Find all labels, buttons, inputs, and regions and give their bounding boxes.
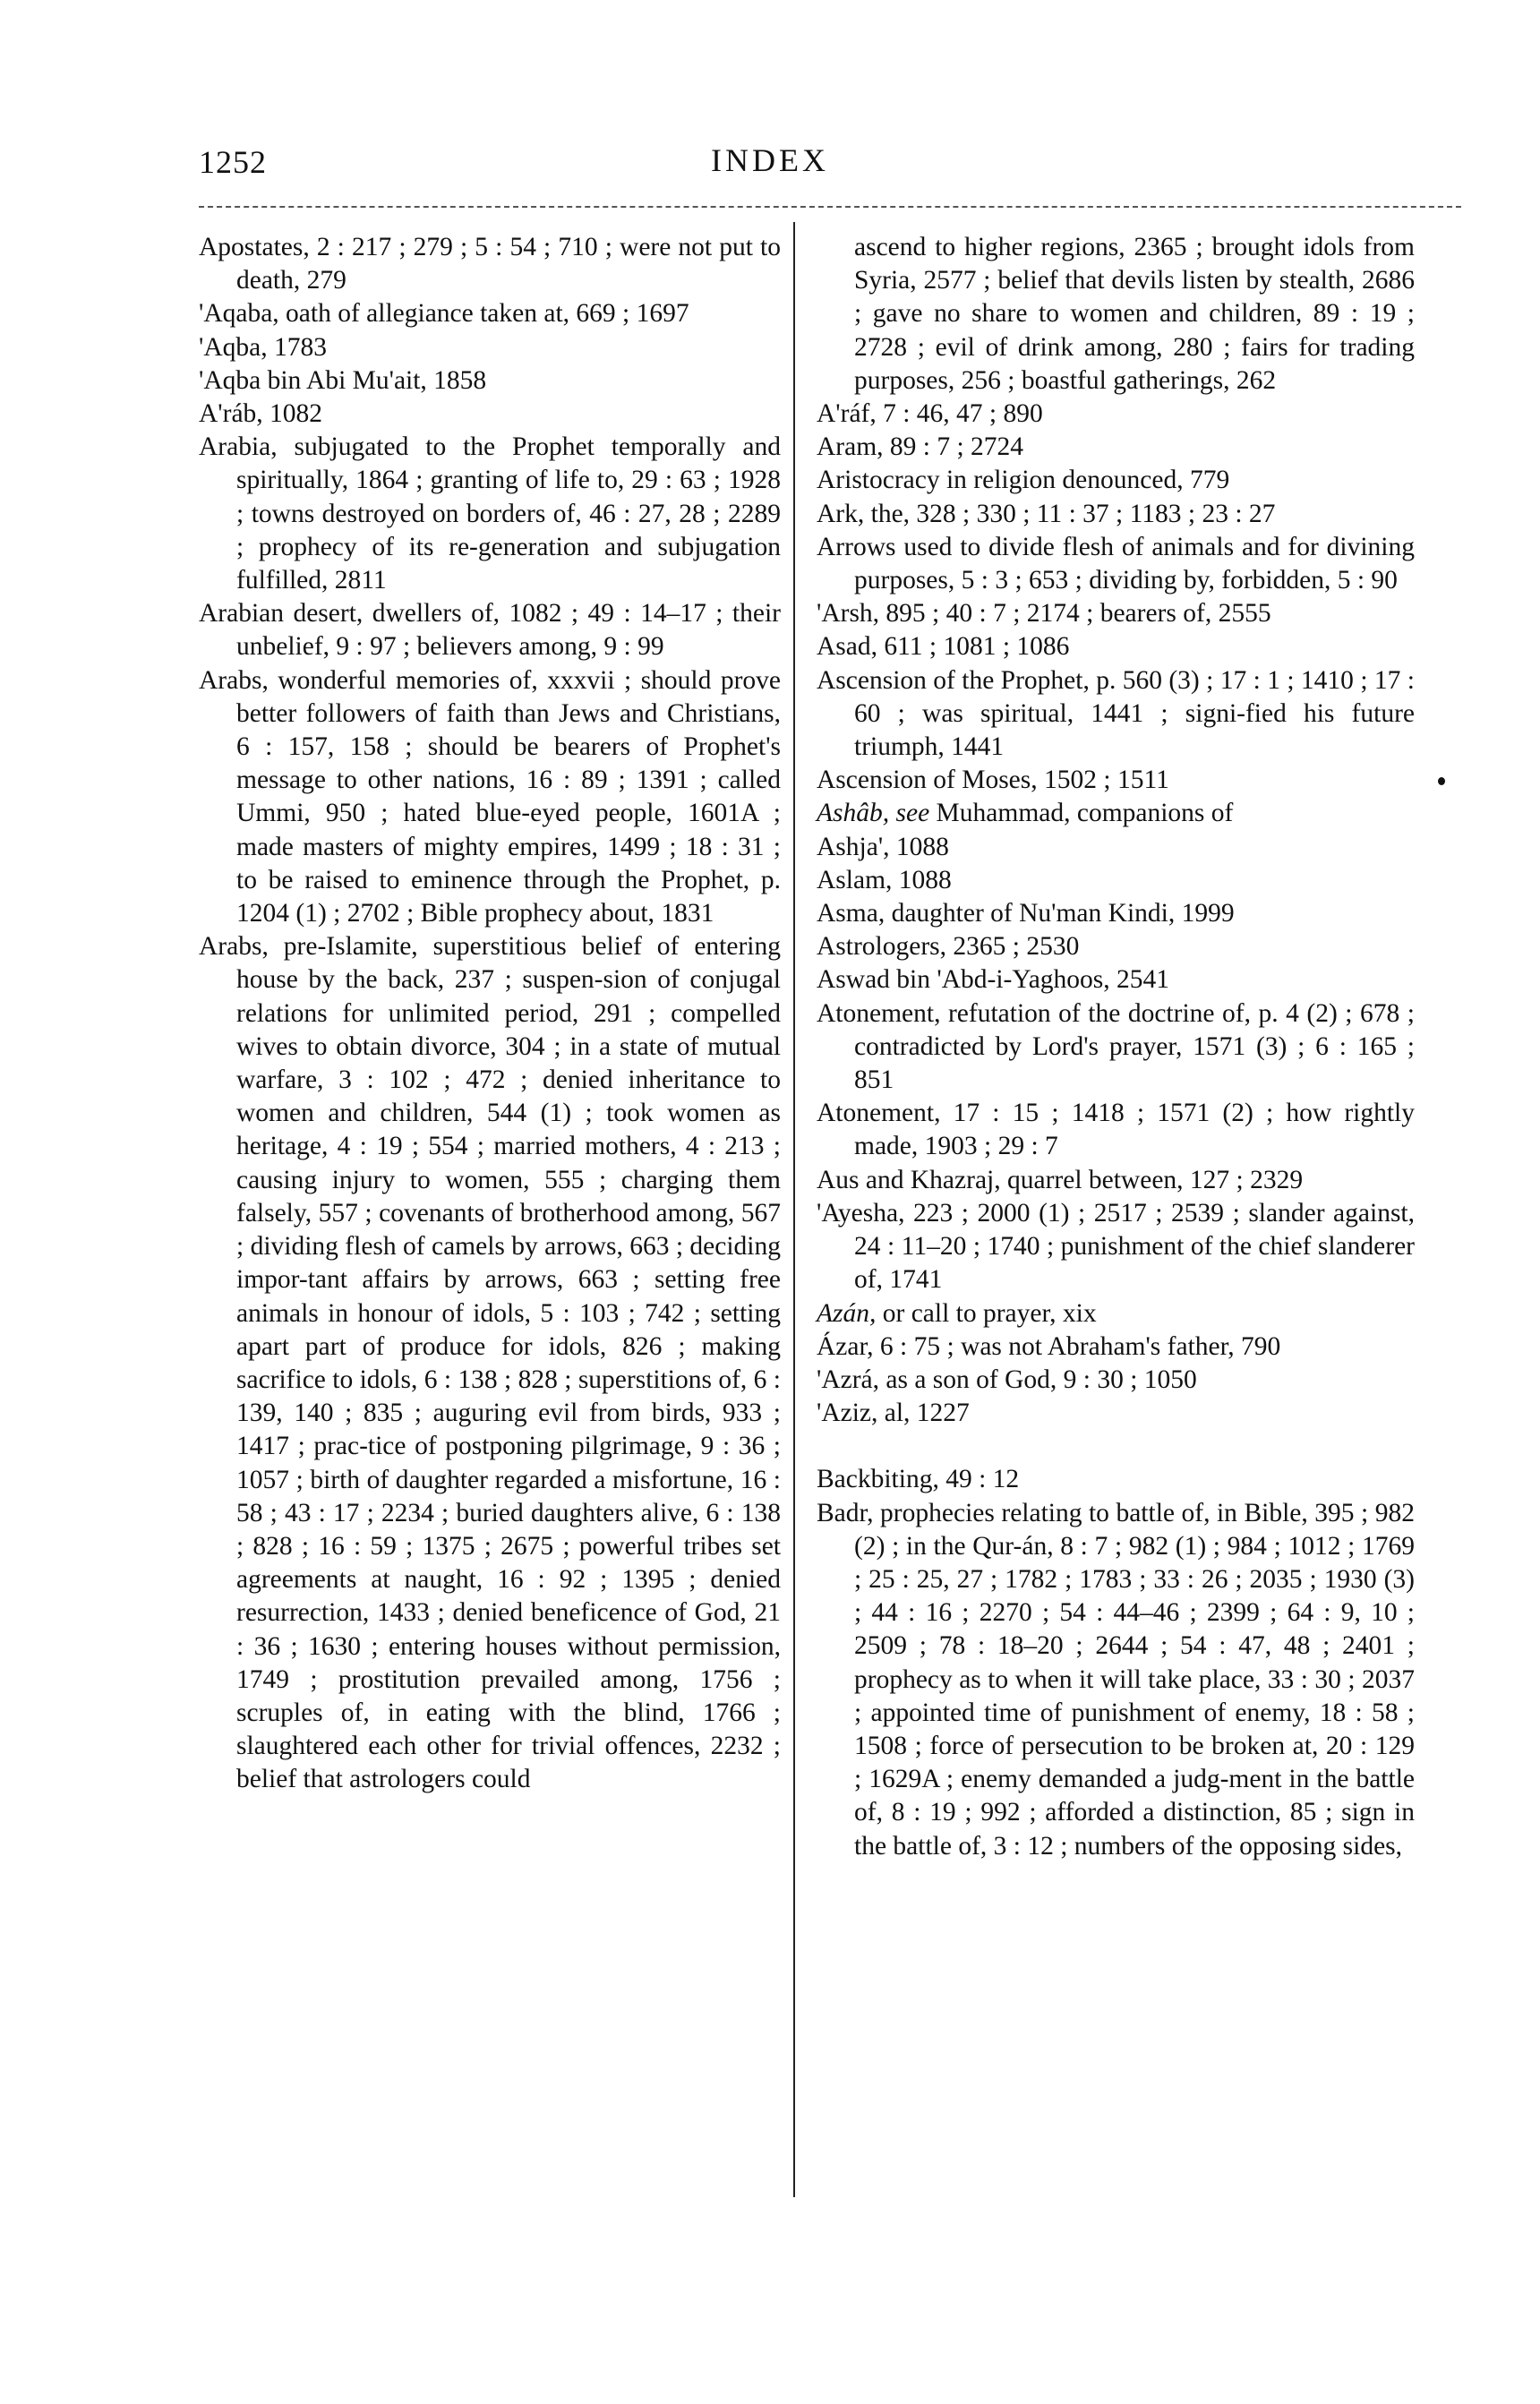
index-entry-ayesha: 'Ayesha, 223 ; 2000 (1) ; 2517 ; 2539 ; slander against, 24 : 11–20 ; 1740 ; punishment of the chief slanderer of, 1741 bbox=[817, 1198, 1415, 1295]
cross-reference-target: Muhammad, companions of bbox=[936, 799, 1234, 828]
index-entry-ark: Ark, the, 328 ; 330 ; 11 : 37 ; 1183 ; 23 : 27 bbox=[817, 499, 1276, 528]
index-entry-atonement-refutation: Atonement, refutation of the doctrine of, p. 4 (2) ; 678 ; contradicted by Lord's prayer, 1571 (3) ; 6 : 165 ; 851 bbox=[817, 998, 1415, 1095]
see-reference: see bbox=[895, 799, 930, 828]
index-entry-badr: Badr, prophecies relating to battle of, in Bible, 395 ; 982 (2) ; in the Qur-án, 8 : 7 ; 982 (1) ; 984 ; 1012 ; 1769 ; 25 : 25, 27 ; 1782 ; 1783 ; 33 : 26 ; 2035 ; 1930 (3) ; 44 : 16 ; 2270 ; 54 : 44–46 ; 2399 ; 64 : 9, 10 ; 2509 ; 78 : 18–20 ; 2644 ; 54 : 47, 48 ; 2401 ; prophecy as to when it will take place, 33 : 30 ; 2037 ; appointed time of punishment of enemy, 18 : 58 ; 1508 ; force of persecution to be broken at, 20 : 129 ; 1629A ; enemy demanded a judg-ment in the battle of, 8 : 19 ; 992 ; afforded a distinction, 85 ; sign in the battle of, 3 : 12 ; numbers of the opposing sides, bbox=[817, 1498, 1415, 1861]
index-column-left bbox=[199, 231, 781, 1797]
index-entry-azan bbox=[817, 1297, 1415, 1330]
index-entry-arabs-memories: Arabs, wonderful memories of, xxxvii ; should prove better followers of faith than Jews and Christians, 6 : 157, 158 ; should be bearers of Prophet's message to other nations, 16 : 89 ; 1391 ; called Ummi, 950 ; hated blue-eyed people, 1601A ; made masters of mighty empires, 1499 ; 18 : 31 ; to be raised to eminence through the Prophet, p. 1204 (1) ; 2702 ; Bible prophecy about, 1831 bbox=[199, 665, 781, 928]
index-entry-asad: Asad, 611 ; 1081 ; 1086 bbox=[817, 632, 1070, 662]
index-entry-ashja: Ashja', 1088 bbox=[817, 832, 949, 861]
index-entry-arabian-desert: Arabian desert, dwellers of, 1082 ; 49 : 14–17 ; their unbelief, 9 : 97 ; believers among, 9 : 99 bbox=[199, 599, 781, 662]
index-entry-araf: A'ráf, 7 : 46, 47 ; 890 bbox=[817, 399, 1043, 429]
index-entry-aristocracy: Aristocracy in religion denounced, 779 bbox=[817, 466, 1230, 495]
continued-entry-text: ascend to higher regions, 2365 ; brought idols from Syria, 2577 ; belief that devils listen by stealth, 2686 ; gave no share to women and children, 89 : 19 ; 2728 ; evil of drink among, 280 ; fairs for trading purposes, 256 ; boastful gatherings, 262 bbox=[854, 233, 1415, 395]
index-entry-aram: Aram, 89 : 7 ; 2724 bbox=[817, 432, 1024, 462]
index-entry-azra: 'Azrá, as a son of God, 9 : 30 ; 1050 bbox=[817, 1365, 1197, 1394]
header-rule bbox=[199, 206, 1461, 208]
index-entry-arab: A'ráb, 1082 bbox=[199, 399, 323, 429]
index-entry-arabs-pre-islamite: Arabs, pre-Islamite, superstitious belief of entering house by the back, 237 ; suspen-sion of conjugal relations for unlimited period, 291 ; compelled wives to obtain divorce, 304 ; in a state of mutual warfare, 3 : 102 ; 472 ; denied inheritance to women and children, 544 (1) ; took women as heritage, 4 : 19 ; 554 ; married mothers, 4 : 213 ; causing injury to women, 555 ; charging them falsely, 557 ; covenants of brotherhood among, 567 ; dividing flesh of camels by arrows, 663 ; deciding impor-tant affairs by arrows, 663 ; setting free animals in honour of idols, 5 : 103 ; 742 ; setting apart part of produce for idols, 826 ; making sacrifice to idols, 6 : 138 ; 828 ; superstitions of, 6 : 139, 140 ; 835 ; auguring evil from birds, 933 ; 1417 ; prac-tice of postponing pilgrimage, 9 : 36 ; 1057 ; birth of daughter regarded a misfortune, 16 : 58 ; 43 : 17 ; 2234 ; buried daughters alive, 6 : 138 ; 828 ; 16 : 59 ; 1375 ; 2675 ; powerful tribes set agreements at naught, 16 : 92 ; 1395 ; denied resurrection, 1433 ; denied beneficence of God, 21 : 36 ; 1630 ; entering houses without permission, 1749 ; prostitution prevailed among, 1756 ; scruples of, in eating with the blind, 1766 ; slaughtered each other for trivial offences, 2232 ; belief that astrologers could bbox=[199, 932, 781, 1794]
index-entry-arabia: Arabia, subjugated to the Prophet temporally and spiritually, 1864 ; granting of life to, 29 : 63 ; 1928 ; towns destroyed on borders of, 46 : 27, 28 ; 2289 ; prophecy of its re-generation and subjugation fulfilled, 2811 bbox=[199, 432, 781, 595]
index-entry-aqaba-oath: 'Aqaba, oath of allegiance taken at, 669 ; 1697 bbox=[199, 299, 689, 329]
index-entry-aqba: 'Aqba, 1783 bbox=[199, 332, 327, 362]
italic-headword: Azán, bbox=[817, 1298, 877, 1328]
index-entry-backbiting: Backbiting, 49 : 12 bbox=[817, 1465, 1020, 1494]
index-entry-aziz: 'Aziz, al, 1227 bbox=[817, 1399, 970, 1428]
index-entry-astrologers: Astrologers, 2365 ; 2530 bbox=[817, 932, 1080, 962]
index-entry-aswad: Aswad bin 'Abd-i-Yaghoos, 2541 bbox=[817, 965, 1170, 995]
index-entry-aus-khazraj: Aus and Khazraj, quarrel between, 127 ; 2329 bbox=[817, 1165, 1304, 1194]
index-entry-ashab bbox=[817, 797, 1415, 830]
index-entry-aslam: Aslam, 1088 bbox=[817, 865, 952, 894]
column-divider bbox=[793, 222, 795, 2197]
index-entry-atonement: Atonement, 17 : 15 ; 1418 ; 1571 (2) ; how rightly made, 1903 ; 29 : 7 bbox=[817, 1099, 1415, 1161]
index-column-right bbox=[817, 231, 1415, 1863]
index-entry-arrows: Arrows used to divide flesh of animals and for divining purposes, 5 : 3 ; 653 ; dividing by, forbidden, 5 : 90 bbox=[817, 532, 1415, 595]
index-entry-apostates: Apostates, 2 : 217 ; 279 ; 5 : 54 ; 710 ; were not put to death, 279 bbox=[199, 233, 781, 295]
index-entry-azar: Ázar, 6 : 75 ; was not Abraham's father, 790 bbox=[817, 1331, 1281, 1361]
stray-ink-dot bbox=[1438, 777, 1445, 785]
running-title: INDEX bbox=[711, 142, 829, 178]
index-entry-arsh: 'Arsh, 895 ; 40 : 7 ; 2174 ; bearers of, 2555 bbox=[817, 599, 1271, 629]
index-entry-ascension-prophet: Ascension of the Prophet, p. 560 (3) ; 17 : 1 ; 1410 ; 17 : 60 ; was spiritual, 1441 ; signi-fied his future triumph, 1441 bbox=[817, 665, 1415, 762]
entry-text: or call to prayer, xix bbox=[882, 1298, 1097, 1328]
index-entry-aqba-bin-abi-muait: 'Aqba bin Abi Mu'ait, 1858 bbox=[199, 365, 487, 395]
index-entry-ascension-moses: Ascension of Moses, 1502 ; 1511 bbox=[817, 766, 1169, 795]
index-entry-asma: Asma, daughter of Nu'man Kindi, 1999 bbox=[817, 899, 1235, 928]
page-number: 1252 bbox=[199, 144, 267, 180]
italic-headword: Ashâb, bbox=[817, 799, 890, 828]
